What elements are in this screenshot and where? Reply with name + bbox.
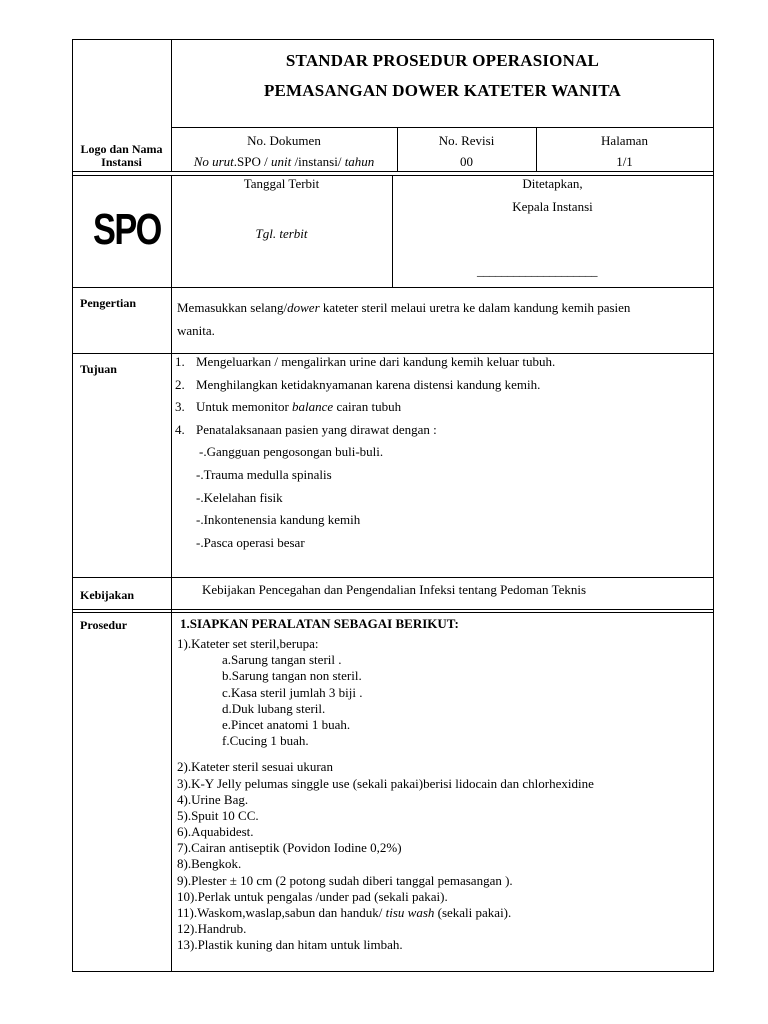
tujuan-item-text-rest: cairan tubuh <box>333 399 402 415</box>
halaman-value: 1/1 <box>616 154 633 169</box>
tujuan-subitem: -.Inkontenensia kandung kemih <box>196 512 361 528</box>
prosedur-item: 8).Bengkok. <box>177 856 242 872</box>
prosedur-item: 12).Handrub. <box>177 921 247 937</box>
ditetapkan-label: Ditetapkan, <box>522 176 583 191</box>
prosedur-item: 4).Urine Bag. <box>177 791 249 807</box>
pengertian-text-rest: kateter steril melaui uretra ke dalam kandung kemih pasien <box>319 300 631 315</box>
logo-placeholder-label <box>72 143 171 169</box>
logo-label-line1: Logo dan Nama <box>80 142 163 156</box>
tujuan-item <box>171 396 711 419</box>
tanggal-terbit-label: Tanggal Terbit <box>243 176 320 191</box>
kebijakan-text: Kebijakan Pencegahan dan Pengendalian Infeksi tentang Pedoman Teknis <box>202 582 587 597</box>
header-bottom <box>72 171 714 172</box>
tujuan-subitem: -.Trauma medulla spinalis <box>196 466 332 482</box>
frame-top <box>72 39 714 40</box>
prosedur-item: 13).Plastik kuning dan hitam untuk limbah. <box>177 937 403 953</box>
prosedur-label: Prosedur <box>80 618 128 632</box>
kateter-set-item: d.Duk lubang steril. <box>222 700 326 716</box>
tujuan-item-number: 2. <box>175 376 185 392</box>
prosedur-item: 10).Perlak untuk pengalas /under pad (sekali pakai). <box>177 888 448 904</box>
tanggal-terbit-value: Tgl. terbit <box>255 226 308 241</box>
tujuan-item-number: 4. <box>175 421 185 437</box>
kateter-set-item: a.Sarung tangan steril . <box>222 652 342 668</box>
prosedur-item: 2).Kateter steril sesuai ukuran <box>177 759 333 775</box>
pengertian-text-dower: dower <box>287 300 320 315</box>
tujuan-label: Tujuan <box>80 362 117 376</box>
tujuan-item-number: 1. <box>175 354 185 369</box>
prosedur-item-11-rest: (sekali pakai). <box>434 905 512 920</box>
kateter-set-item: f.Cucing 1 buah. <box>222 733 309 749</box>
tujuan-item-text: Penatalaksanaan pasien yang dirawat dengan : <box>196 421 437 437</box>
prosedur-item: 6).Aquabidest. <box>177 824 254 840</box>
prosedur-item-11-tisu-wash: tisu wash <box>385 905 435 920</box>
tujuan-item <box>171 374 711 397</box>
header-subgrid-top <box>171 127 713 128</box>
kateter-set-heading: 1).Kateter set steril,berupa: <box>177 636 319 651</box>
prosedur-item: 9).Plester ± 10 cm (2 potong sudah diberi tanggal pemasangan ). <box>177 872 513 888</box>
signature-line: ____________________ <box>477 263 597 278</box>
tujuan-item <box>171 419 711 442</box>
no-dokumen-part-tahun: tahun <box>344 154 375 169</box>
pengertian-text-line2: wanita. <box>177 323 215 338</box>
no-dokumen-value <box>171 154 397 170</box>
tujuan-subitem: -.Kelelahan fisik <box>196 489 283 505</box>
kateter-set-item: c.Kasa steril jumlah 3 biji . <box>222 684 363 700</box>
kateter-set-item: e.Pincet anatomi 1 buah. <box>222 716 351 732</box>
document-title-line1: STANDAR PROSEDUR OPERASIONAL <box>285 51 600 70</box>
no-revisi-label: No. Revisi <box>438 133 495 148</box>
tujuan-item-text-start: Untuk memonitor <box>196 399 293 415</box>
tujuan-item-number: 3. <box>175 399 185 415</box>
tujuan-item-text: Menghilangkan ketidaknyamanan karena distensi kandung kemih. <box>196 376 541 392</box>
tanggal-bottom <box>72 287 714 288</box>
kateter-set-item: b.Sarung tangan non steril. <box>222 668 362 684</box>
kepala-instansi-label: Kepala Instansi <box>512 199 593 214</box>
spo-mark: SPO <box>93 205 161 254</box>
no-dokumen-part-nourut: No urut <box>193 154 234 169</box>
no-dokumen-part-spo: .SPO / <box>233 154 271 169</box>
kebijakan-bottom <box>72 609 714 610</box>
prosedur-item: 5).Spuit 10 CC. <box>177 807 259 823</box>
no-revisi-value: 00 <box>460 154 473 169</box>
document-title-line2: PEMASANGAN DOWER KATETER WANITA <box>263 81 622 100</box>
tujuan-bottom <box>72 577 714 578</box>
frame-bottom <box>72 971 714 972</box>
pengertian-text-start: Memasukkan selang/ <box>177 300 288 315</box>
halaman-label: Halaman <box>601 133 648 148</box>
pengertian-text <box>177 296 711 342</box>
pengertian-label: Pengertian <box>80 296 136 310</box>
frame-right <box>713 39 714 972</box>
kebijakan-label: Kebijakan <box>80 588 135 602</box>
tujuan-subitem: -.Pasca operasi besar <box>196 534 305 550</box>
prosedur-item-11 <box>177 905 711 921</box>
tujuan-item <box>171 351 711 374</box>
prosedur-heading: 1.SIAPKAN PERALATAN SEBAGAI BERIKUT: <box>180 616 459 631</box>
prosedur-item: 7).Cairan antiseptik (Povidon Iodine 0,2%) <box>177 840 402 856</box>
prosedur-content <box>177 636 711 954</box>
no-dokumen-part-instansi: /instansi/ <box>291 154 345 169</box>
tujuan-list <box>171 351 711 554</box>
tujuan-item-text-balance: balance <box>292 399 334 415</box>
logo-label-line2: Instansi <box>101 155 142 169</box>
prosedur-item-11-start: 11).Waskom,waslap,sabun dan handuk/ <box>177 905 386 920</box>
frame-left <box>72 39 73 972</box>
no-dokumen-part-unit: unit <box>271 154 292 169</box>
tujuan-item-text: Mengeluarkan / mengalirkan urine dari kandung kemih keluar tubuh. <box>196 354 556 369</box>
tujuan-subitem: -.Gangguan pengosongan buli-buli. <box>199 444 384 460</box>
prosedur-top <box>72 612 714 613</box>
spacer <box>177 749 711 759</box>
no-dokumen-label: No. Dokumen <box>247 133 321 148</box>
prosedur-item: 3).K-Y Jelly pelumas singgle use (sekali pakai)berisi lidocain dan chlorhexidine <box>177 775 594 791</box>
